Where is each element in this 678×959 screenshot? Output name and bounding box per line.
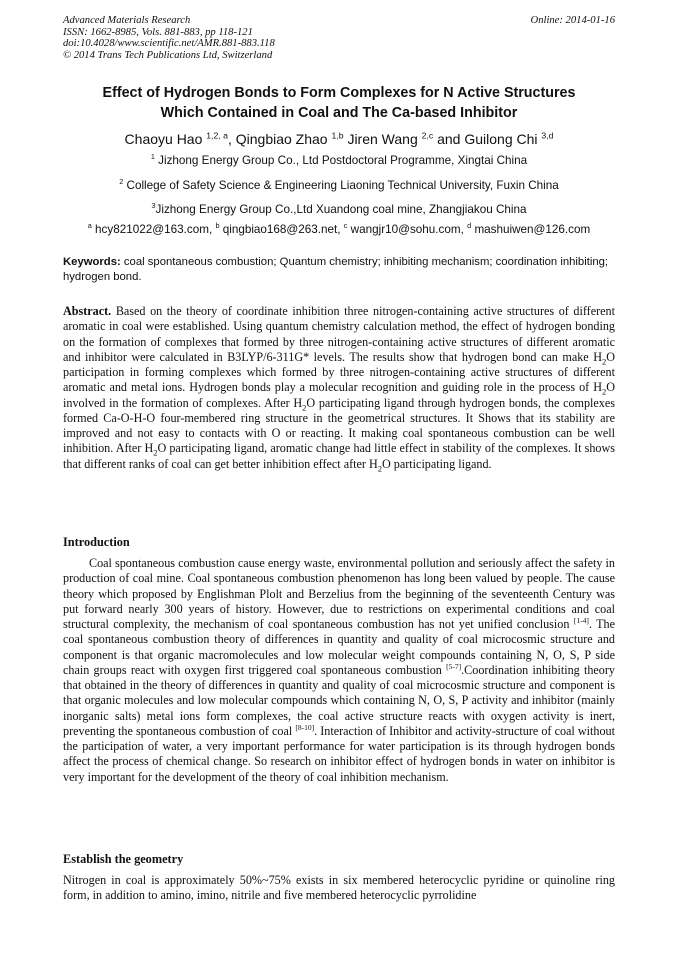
affiliation-1: $^1$ Jizhong Energy Group Co., Ltd Postdoctoral Programme, Xingtai China <box>150 152 528 167</box>
email-line <box>30 222 648 237</box>
affiliation-2: $^2$ College of Safety Science & Engineering Liaoning Technical University, Fuxin China <box>119 177 559 192</box>
journal-header <box>63 15 615 61</box>
abstract <box>63 304 615 472</box>
affiliation-3: $^3$Jizhong Energy Group Co.,Ltd Xuandong coal mine, Zhangjiakou China <box>151 201 527 216</box>
email-b: $^b$ qingbiao168@263.net, <box>215 221 344 236</box>
email-c: $^c$ wangjr10@sohu.com, <box>343 221 468 236</box>
paper-title <box>40 83 638 123</box>
email-d: $^d$ mashuiwen@126.com <box>467 221 591 236</box>
journal-name: Advanced Materials Research <box>63 15 191 26</box>
introduction-heading: Introduction <box>63 535 130 549</box>
email-a: $^a$ hcy821022@163.com, <box>87 221 216 236</box>
introduction-text: Coal spontaneous combustion cause energy waste, environmental pollution and seriously affect the safety in production of coal mine. Coal spontaneous combustion phenomenon has long been valued by people. The cause theory which proposed by Englishman Plolt and Berzelius from the beginning of the seventeenth Century was put forward nearly 300 years of history. However, due to restrictions on experimental conditions and coal structural complexity, the mechanism of coal spontaneous combustion has not yet unified conclusion [1-4]. The coal spontaneous combustion theory of differences in quantity and quality of coal microcosmic structure and component is that organic macromolecules and low molecular weight compounds containing N, O, S, P side chain groups react with oxygen first triggered coal spontaneous combustion [5-7].Coordination inhibiting theory that obtained in the theory of differences in quantity and quality of coal microcosmic structure and component is that organic molecules and low molecular compounds which containing N, O, S, P activity and inhibitor (mainly inorganic salts) metal ions form complexes, the coal active structure reacts with oxygen activity is inert, preventing the spontaneous combustion of coal [8-10]. Interaction of Inhibitor and activity-structure of coal without the participation of water, a very important performance for water participation is its through hydrogen bonds affect the process of chemical change. So research on inhibitor effect of hydrogen bonds in water on inhibitor is very important for the development of the theory of coal inhibition mechanism. <box>63 556 615 784</box>
author-2: Qingbiao Zhao $^{1,b}$ <box>235 130 344 147</box>
geometry-heading: Establish the geometry <box>63 852 184 866</box>
author-3: Jiren Wang $^{2,c}$ and <box>347 130 465 147</box>
abstract-text: Based on the theory of coordinate inhibition three nitrogen-containing active structures of different aromatic in coal were established. Using quantum chemistry calculation method, the effect of hydrogen bonding on the formation of complexes that formed by three nitrogen-containing active structures of different aromatic and inhibitor were calculated in B3LYP/6-311G* levels. The results show that hydrogen bond can make $H_2O$ participation in forming complexes which formed by three nitrogen-containing active structures of different aromatic and metal ions. Hydrogen bonds play a molecular recognition and guiding role in the process of $H_2O$ involved in the formation of complexes. After $H_2O$ participating ligand through hydrogen bonds, the complexes formed Ca-O-H-O four-membered ring structure in the geometrical structures. It Shows that its stability are improved and not easy to contacts with O or reacting. It making coal spontaneous combustion can be well inhibition. After $H_2O$ participating ligand, aromatic change had little effect in stability of the complexes. It shows that different ranks of coal can get better inhibition effect after $H_2O$ participating ligand. <box>63 304 615 473</box>
geometry-text: Nitrogen in coal is approximately 50%~75% exists in six membered heterocyclic pyridine or quinoline ring form, in addition to amino, imino, nitrile and five membered heterocyclic pyrrolidine <box>63 873 615 903</box>
issn-line: ISSN: 1662-8985, Vols. 881-883, pp 118-121 <box>63 26 253 38</box>
doi-line: doi:10.4028/www.scientific.net/AMR.881-883.118 <box>63 38 275 50</box>
author-list <box>40 129 638 149</box>
title-line-2: Which Contained in Coal and The Ca-based Inhibitor <box>160 105 518 121</box>
abstract-label: Abstract. <box>63 304 112 318</box>
keywords-label: Keywords: <box>63 256 121 268</box>
author-4: Guilong Chi $^{3,d}$ <box>464 130 554 147</box>
keywords-text: coal spontaneous combustion; Quantum chemistry; inhibiting mechanism; coordination inhibiting; hydrogen bond. <box>63 256 609 283</box>
copyright-line: © 2014 Trans Tech Publications Ltd, Switzerland <box>63 49 273 61</box>
author-1: Chaoyu Hao $^{1,2, a}$, <box>124 130 236 147</box>
title-line-1: Effect of Hydrogen Bonds to Form Complexes for N Active Structures <box>102 85 576 101</box>
keywords <box>63 255 615 284</box>
online-date: Online: 2014-01-16 <box>530 15 615 26</box>
